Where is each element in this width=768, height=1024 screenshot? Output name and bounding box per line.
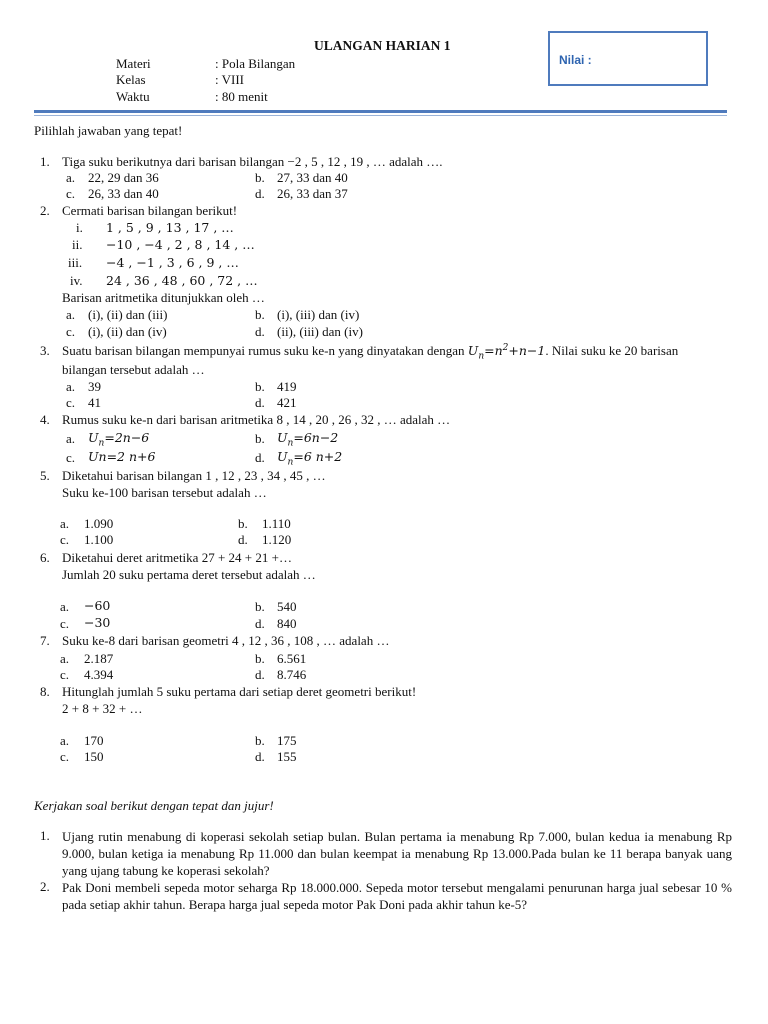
q2-item-iii: −4 , −1 , 3 , 6 , 9 , … bbox=[106, 255, 239, 270]
q3-text-part1: Suatu barisan bilangan mempunyai rumus suku ke-n yang dinyatakan dengan bbox=[62, 343, 465, 359]
q2-item-ii-label: ii. bbox=[72, 237, 83, 252]
q8-option-b-letter: b. bbox=[255, 733, 265, 748]
q1-option-b-letter: b. bbox=[255, 170, 265, 185]
q1-option-d[interactable]: 26, 33 dan 37 bbox=[277, 186, 348, 201]
q2-item-i-label: i. bbox=[76, 220, 83, 235]
q7-option-b-letter: b. bbox=[255, 651, 265, 666]
q8-option-d[interactable]: 155 bbox=[277, 749, 297, 764]
q7-text: Suku ke-8 dari barisan geometri 4 , 12 , 36 , 108 , … adalah … bbox=[62, 633, 390, 648]
essay-2-number: 2. bbox=[40, 879, 50, 894]
q3-option-c-letter: c. bbox=[66, 395, 76, 410]
q2-option-d[interactable]: (ii), (iii) dan (iv) bbox=[277, 324, 363, 339]
q6-text-2: Jumlah 20 suku pertama deret tersebut adalah … bbox=[62, 567, 316, 582]
q6-option-d-letter: d. bbox=[255, 616, 265, 631]
q2-option-c[interactable]: (i), (ii) dan (iv) bbox=[88, 324, 167, 339]
q8-option-c[interactable]: 150 bbox=[84, 749, 104, 764]
q6-option-d[interactable]: 840 bbox=[277, 616, 297, 631]
mc-instruction: Pilihlah jawaban yang tepat! bbox=[34, 123, 183, 138]
essay-1-number: 1. bbox=[40, 828, 50, 843]
q4-option-b[interactable]: $U_n=6n-2$ bbox=[277, 430, 339, 449]
q7-option-a-letter: a. bbox=[60, 651, 70, 666]
q2-item-iv: 24 , 36 , 48 , 60 , 72 , … bbox=[106, 273, 258, 288]
q4-option-b-letter: b. bbox=[255, 431, 265, 446]
materi-label: Materi bbox=[116, 56, 151, 71]
q1-option-c[interactable]: 26, 33 dan 40 bbox=[88, 186, 159, 201]
q4-text: Rumus suku ke-n dari barisan aritmetika 8 , 14 , 20 , 26 , 32 , … adalah … bbox=[62, 412, 451, 427]
q4-option-c-letter: c. bbox=[66, 450, 76, 465]
essay-2-text: Pak Doni membeli sepeda motor seharga Rp 18.000.000. Sepeda motor tersebut mengalami penurunan harga jual sebesar 10 % pada setiap akhir tahun. Berapa harga jual sepeda motor Pak Doni pada akhir tahun ke-5? bbox=[62, 880, 732, 912]
kelas-value: : VIII bbox=[215, 72, 245, 87]
q4-option-c[interactable]: Un=2 n+6 bbox=[88, 449, 156, 464]
q3-option-d[interactable]: 421 bbox=[277, 395, 297, 410]
essay-instruction: Kerjakan soal berikut dengan tepat dan jujur! bbox=[34, 798, 274, 813]
q1-option-a-letter: a. bbox=[66, 170, 76, 185]
q6-option-a-letter: a. bbox=[60, 599, 70, 614]
q4-option-a-letter: a. bbox=[66, 431, 76, 446]
q5-text-2: Suku ke-100 barisan tersebut adalah … bbox=[62, 485, 267, 500]
q8-option-a-letter: a. bbox=[60, 733, 70, 748]
score-label: Nilai : bbox=[559, 53, 592, 67]
header-divider bbox=[34, 110, 727, 113]
q7-option-b[interactable]: 6.561 bbox=[277, 651, 307, 666]
q3-option-a-letter: a. bbox=[66, 379, 76, 394]
q3-option-b[interactable]: 419 bbox=[277, 379, 297, 394]
q6-option-a[interactable]: −60 bbox=[84, 598, 111, 613]
q7-option-c[interactable]: 4.394 bbox=[84, 667, 114, 682]
q8-option-b[interactable]: 175 bbox=[277, 733, 297, 748]
q1-number: 1. bbox=[40, 154, 50, 169]
q2-item-iv-label: iv. bbox=[70, 273, 83, 288]
q7-option-c-letter: c. bbox=[60, 667, 70, 682]
q4-number: 4. bbox=[40, 412, 50, 427]
q6-option-c[interactable]: −30 bbox=[84, 615, 111, 630]
q5-option-d-letter: d. bbox=[238, 532, 248, 547]
q7-number: 7. bbox=[40, 633, 50, 648]
q5-option-b-letter: b. bbox=[238, 516, 248, 531]
q1-option-a[interactable]: 22, 29 dan 36 bbox=[88, 170, 159, 185]
q2-item-i: 1 , 5 , 9 , 13 , 17 , … bbox=[106, 220, 234, 235]
q2-option-b[interactable]: (i), (iii) dan (iv) bbox=[277, 307, 360, 322]
q5-option-c-letter: c. bbox=[60, 532, 70, 547]
q3-option-c[interactable]: 41 bbox=[88, 395, 101, 410]
q6-option-b[interactable]: 540 bbox=[277, 599, 297, 614]
q5-option-d[interactable]: 1.120 bbox=[262, 532, 292, 547]
q5-option-a[interactable]: 1.090 bbox=[84, 516, 114, 531]
q3-text-part2: . Nilai suku ke 20 barisan bbox=[545, 343, 679, 359]
q5-option-a-letter: a. bbox=[60, 516, 70, 531]
waktu-value: : 80 menit bbox=[215, 89, 268, 104]
q8-number: 8. bbox=[40, 684, 50, 699]
q6-number: 6. bbox=[40, 550, 50, 565]
q8-option-d-letter: d. bbox=[255, 749, 265, 764]
q2-number: 2. bbox=[40, 203, 50, 218]
q3-text-line1 bbox=[62, 343, 678, 362]
q5-option-c[interactable]: 1.100 bbox=[84, 532, 114, 547]
q2-option-a-letter: a. bbox=[66, 307, 76, 322]
header-divider-thin bbox=[34, 115, 727, 116]
waktu-label: Waktu bbox=[116, 89, 150, 104]
q2-option-c-letter: c. bbox=[66, 324, 76, 339]
q2-text: Cermati barisan bilangan berikut! bbox=[62, 203, 238, 218]
q8-option-c-letter: c. bbox=[60, 749, 70, 764]
q4-option-a[interactable]: $U_n=2n-6$ bbox=[88, 430, 150, 449]
q7-option-a[interactable]: 2.187 bbox=[84, 651, 114, 666]
q8-option-a[interactable]: 170 bbox=[84, 733, 104, 748]
q2-option-d-letter: d. bbox=[255, 324, 265, 339]
q5-text: Diketahui barisan bilangan 1 , 12 , 23 , 34 , 45 , … bbox=[62, 468, 326, 483]
q7-option-d-letter: d. bbox=[255, 667, 265, 682]
q2-option-a[interactable]: (i), (ii) dan (iii) bbox=[88, 307, 168, 322]
q2-prompt: Barisan aritmetika ditunjukkan oleh … bbox=[62, 290, 265, 305]
q8-text-2: 2 + 8 + 32 + … bbox=[62, 701, 143, 716]
q7-option-d[interactable]: 8.746 bbox=[277, 667, 307, 682]
q4-option-d-letter: d. bbox=[255, 450, 265, 465]
score-box[interactable] bbox=[548, 31, 708, 86]
q2-option-b-letter: b. bbox=[255, 307, 265, 322]
essay-1-text: Ujang rutin menabung di koperasi sekolah setiap bulan. Bulan pertama ia menabung Rp 7.000, bulan kedua ia menabung Rp 9.000, bulan ketiga ia menabung Rp 11.000 dan bulan keempat ia menabung Rp 13.000.Pada bulan ke 11 berapa banyak uang yang ujang tabung ke koperasi sekolah? bbox=[62, 829, 732, 878]
q3-number: 3. bbox=[40, 343, 50, 358]
q6-option-c-letter: c. bbox=[60, 616, 70, 631]
q1-option-d-letter: d. bbox=[255, 186, 265, 201]
q3-option-a[interactable]: 39 bbox=[88, 379, 101, 394]
q1-option-b[interactable]: 27, 33 dan 40 bbox=[277, 170, 348, 185]
q5-option-b[interactable]: 1.110 bbox=[262, 516, 291, 531]
q1-option-c-letter: c. bbox=[66, 186, 76, 201]
q3-option-b-letter: b. bbox=[255, 379, 265, 394]
q6-option-b-letter: b. bbox=[255, 599, 265, 614]
q1-text: Tiga suku berikutnya dari barisan bilangan −2 , 5 , 12 , 19 , … adalah …. bbox=[62, 154, 443, 169]
q6-text: Diketahui deret aritmetika 27 + 24 + 21 +… bbox=[62, 550, 292, 565]
materi-value: : Pola Bilangan bbox=[215, 56, 296, 71]
kelas-label: Kelas bbox=[116, 72, 146, 87]
q4-option-d[interactable]: $U_n=6$ n+2 bbox=[277, 449, 343, 468]
q2-item-iii-label: iii. bbox=[68, 255, 83, 270]
q8-text: Hitunglah jumlah 5 suku pertama dari setiap deret geometri berikut! bbox=[62, 684, 417, 699]
q3-formula: $U_n=n^2+n-1$ bbox=[467, 343, 546, 362]
page-title: ULANGAN HARIAN 1 bbox=[314, 38, 451, 53]
q3-option-d-letter: d. bbox=[255, 395, 265, 410]
q2-item-ii: −10 , −4 , 2 , 8 , 14 , … bbox=[106, 237, 255, 252]
q3-text-line2: bilangan tersebut adalah … bbox=[62, 362, 205, 377]
q5-number: 5. bbox=[40, 468, 50, 483]
